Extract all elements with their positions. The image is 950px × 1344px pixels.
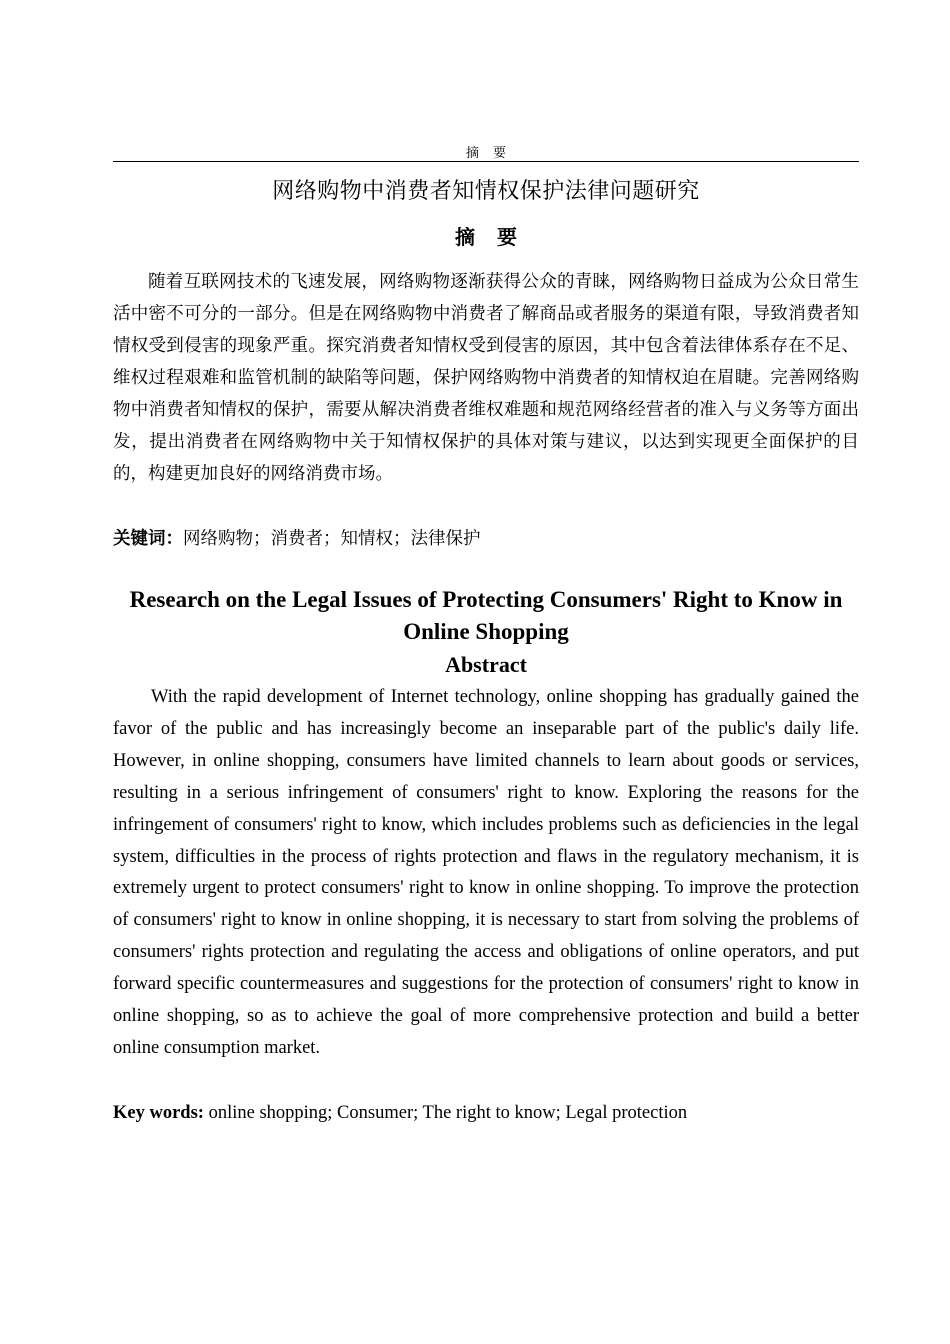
chinese-title: 网络购物中消费者知情权保护法律问题研究	[272, 179, 700, 204]
english-abstract-heading: Abstract	[445, 652, 527, 677]
english-keywords-label: Key words:	[113, 1103, 204, 1123]
english-keywords-text: online shopping; Consumer; The right to know; Legal protection	[208, 1103, 688, 1123]
running-header: 摘要	[465, 146, 520, 161]
chinese-keywords-text: 网络购物；消费者；知情权；法律保护	[183, 529, 481, 549]
english-title: Research on the Legal Issues of Protecting Consumers' Right to Know in Online Shopping	[129, 587, 843, 644]
chinese-abstract-body: 随着互联网技术的飞速发展，网络购物逐渐获得公众的青睐，网络购物日益成为公众日常生活中密不可分的一部分。但是在网络购物中消费者了解商品或者服务的渠道有限，导致消费者知情权受到侵害的现象严重。探究消费者知情权受到侵害的原因，其中包含着法律体系存在不足、维权过程艰难和监管机制的缺陷等问题，保护网络购物中消费者的知情权迫在眉睫。完善网络购物中消费者知情权的保护，需要从解决消费者维权难题和规范网络经营者的准入与义务等方面出发，提出消费者在网络购物中关于知情权保护的具体对策与建议，以达到实现更全面保护的目的，构建更加良好的网络消费市场。	[113, 272, 859, 484]
english-keywords	[113, 1097, 859, 1129]
chinese-keywords	[113, 523, 859, 555]
english-abstract-body: With the rapid development of Internet technology, online shopping has gradually gained the favor of the public and has increasingly become an inseparable part of the public's daily life. However, in online shopping, consumers have limited channels to learn about goods or services, resulting in a serious infringement of consumers' right to know. Exploring the reasons for the infringement of consumers' right to know, which includes problems such as deficiencies in the legal system, difficulties in the process of rights protection and flaws in the regulatory mechanism, it is extremely urgent to protect consumers' right to know in online shopping. To improve the protection of consumers' right to know in online shopping, it is necessary to start from solving the problems of consumers' rights protection and regulating the access and obligations of online operators, and put forward specific countermeasures and suggestions for the protection of consumers' right to know in online shopping, so as to achieve the goal of more comprehensive protection and build a better online consumption market.	[113, 687, 859, 1058]
chinese-abstract-heading: 摘要	[455, 225, 539, 249]
header-rule	[113, 161, 859, 162]
chinese-keywords-label: 关键词：	[113, 529, 183, 549]
